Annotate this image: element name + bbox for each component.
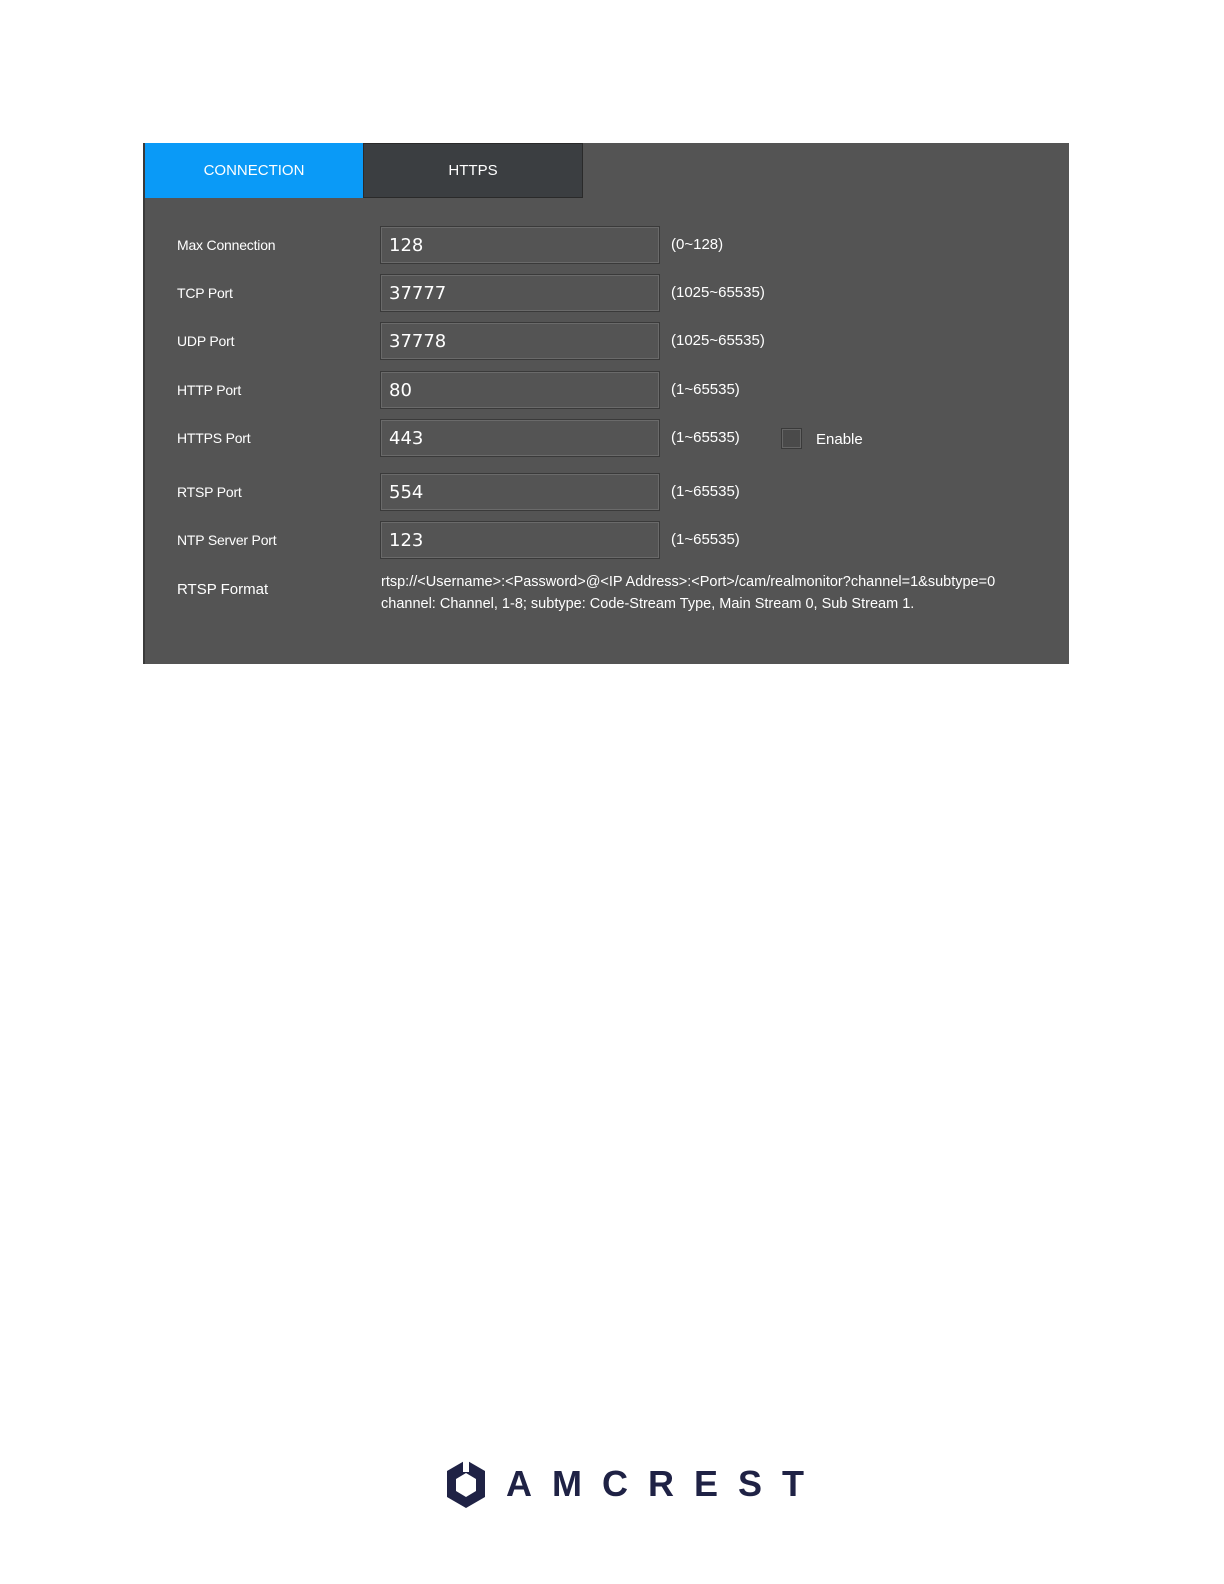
https-port-row: [145, 419, 1065, 457]
udp-port-range: (1025~65535): [671, 332, 765, 349]
tcp-port-range: (1025~65535): [671, 284, 765, 301]
ntp-server-port-range: (1~65535): [671, 531, 740, 548]
tcp-port-row: [145, 274, 1065, 312]
ntp-server-port-row: [145, 521, 1065, 559]
http-port-row: [145, 371, 1065, 409]
ntp-server-port-label: NTP Server Port: [177, 532, 277, 548]
udp-port-label: UDP Port: [177, 333, 235, 349]
rtsp-port-range: (1~65535): [671, 483, 740, 500]
ntp-server-port-input[interactable]: [380, 521, 660, 559]
https-port-input[interactable]: [380, 419, 660, 457]
max-connection-input[interactable]: [380, 226, 660, 264]
max-connection-range: (0~128): [671, 236, 724, 253]
udp-port-row: [145, 322, 1065, 360]
amcrest-logo: [444, 1458, 824, 1510]
tcp-port-input[interactable]: [380, 274, 660, 312]
network-connection-panel: [143, 143, 1069, 664]
rtsp-format-label: RTSP Format: [177, 581, 269, 598]
rtsp-format-url: rtsp://<Username>:<Password>@<IP Address>:<Port>/cam/realmonitor?channel=1&subtype=0: [381, 574, 996, 590]
max-connection-label: Max Connection: [177, 237, 276, 253]
tab-https[interactable]: HTTPS: [363, 143, 583, 198]
https-enable-checkbox[interactable]: [781, 428, 802, 449]
tab-connection[interactable]: CONNECTION: [145, 143, 363, 198]
https-port-label: HTTPS Port: [177, 430, 251, 446]
rtsp-port-label: RTSP Port: [177, 484, 242, 500]
http-port-label: HTTP Port: [177, 382, 242, 398]
udp-port-input[interactable]: [380, 322, 660, 360]
rtsp-format-help: channel: Channel, 1-8; subtype: Code-Stream Type, Main Stream 0, Sub Stream 1.: [381, 596, 915, 612]
tcp-port-label: TCP Port: [177, 285, 233, 301]
rtsp-port-input[interactable]: [380, 473, 660, 511]
rtsp-format-description: [381, 571, 995, 615]
amcrest-logo-text: AMCREST: [506, 1463, 824, 1504]
https-port-range: (1~65535): [671, 429, 740, 446]
amcrest-hexagon-icon: [444, 1458, 488, 1510]
tab-bar: [145, 143, 583, 199]
https-enable-label: Enable: [816, 431, 863, 448]
http-port-range: (1~65535): [671, 381, 740, 398]
rtsp-port-row: [145, 473, 1065, 511]
http-port-input[interactable]: [380, 371, 660, 409]
max-connection-row: [145, 226, 1065, 264]
